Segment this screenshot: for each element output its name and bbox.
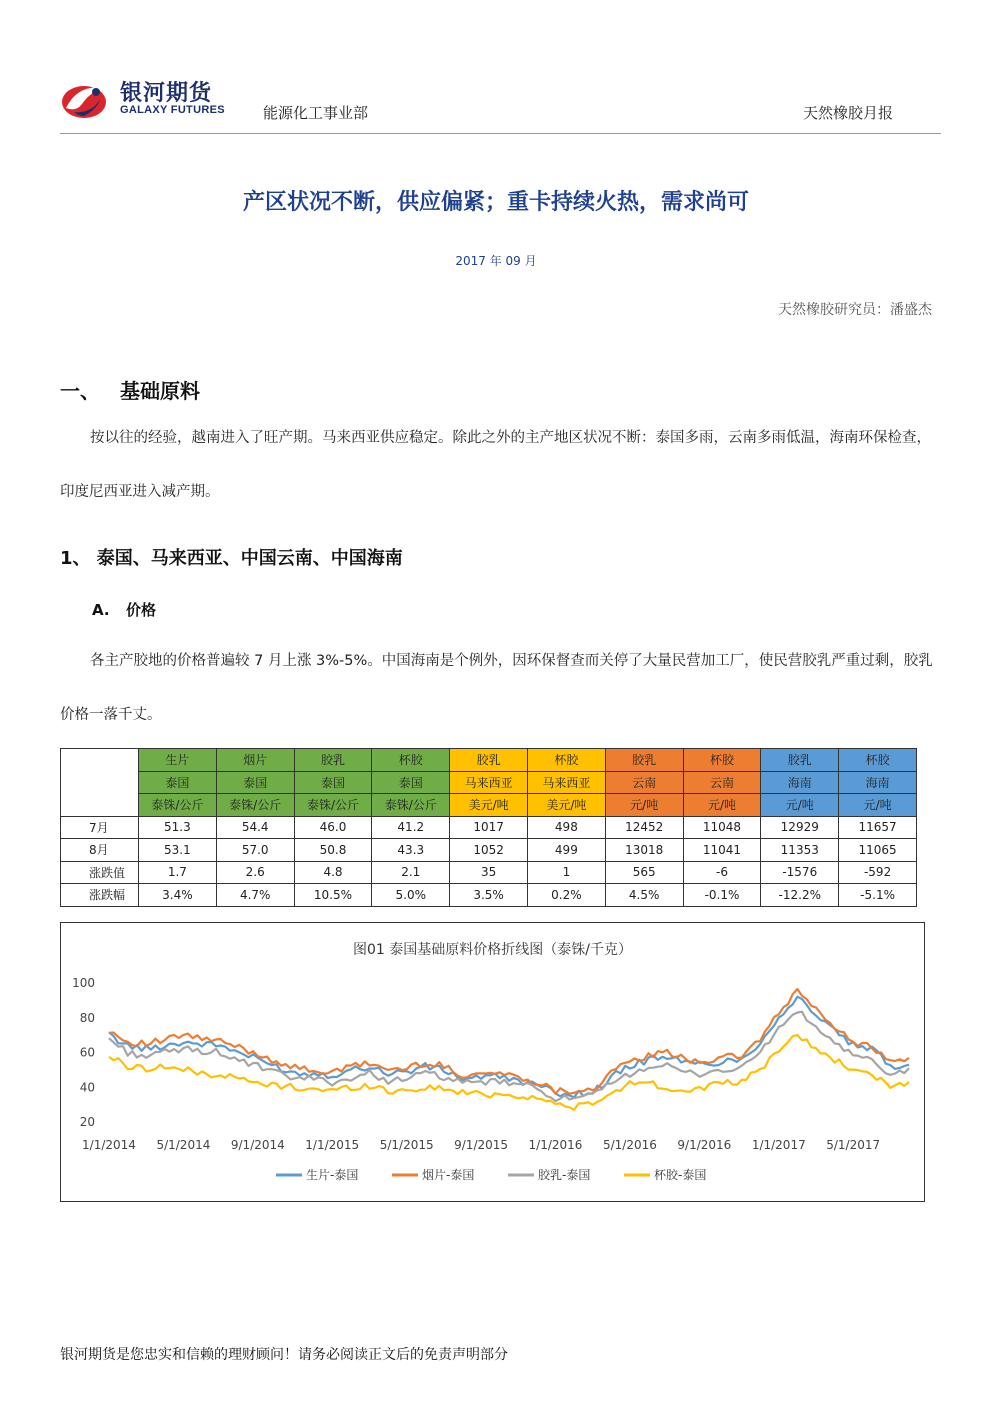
- table-header-cell: 云南: [605, 771, 683, 794]
- table-cell: 57.0: [216, 839, 294, 862]
- legend-label: 生片-泰国: [306, 1168, 359, 1182]
- table-header-cell: 杯胶: [372, 749, 450, 772]
- x-tick-label: 9/1/2016: [677, 1138, 732, 1152]
- table-header-cell: 美元/吨: [450, 794, 528, 817]
- table-cell: 499: [527, 839, 605, 862]
- table-header-cell: 泰铢/公斤: [216, 794, 294, 817]
- section-paragraph: [60, 411, 936, 519]
- table-cell: 51.3: [139, 816, 217, 839]
- x-tick-label: 5/1/2016: [602, 1138, 657, 1152]
- table-header-cell: 烟片: [216, 749, 294, 772]
- table-row-label: 涨跌幅: [61, 884, 139, 907]
- department-label: 能源化工事业部: [263, 104, 369, 122]
- table-header-cell: 马来西亚: [527, 771, 605, 794]
- logo-text-en: GALAXY FUTURES: [120, 104, 225, 116]
- table-header-cell: 胶乳: [294, 749, 372, 772]
- table-cell: 1: [527, 861, 605, 884]
- table-cell: 2.1: [372, 861, 450, 884]
- table-cell: -6: [683, 861, 761, 884]
- table-cell: 2.6: [216, 861, 294, 884]
- table-header-cell: 海南: [761, 771, 839, 794]
- table-cell: 5.0%: [372, 884, 450, 907]
- chart-svg: [61, 923, 924, 1201]
- table-header-row: [61, 749, 917, 772]
- table-cell: 3.4%: [139, 884, 217, 907]
- table-header-cell: 元/吨: [761, 794, 839, 817]
- table-cell: 35: [450, 861, 528, 884]
- table-header-row: [61, 794, 917, 817]
- table-cell: 11657: [839, 816, 917, 839]
- legend-label: 胶乳-泰国: [538, 1168, 591, 1182]
- table-cell: 12452: [605, 816, 683, 839]
- table-cell: 46.0: [294, 816, 372, 839]
- chart-title: 图01 泰国基础原料价格折线图（泰铢/千克）: [353, 942, 632, 958]
- table-cell: -1576: [761, 861, 839, 884]
- table-cell: 1052: [450, 839, 528, 862]
- x-tick-label: 1/1/2017: [751, 1138, 806, 1152]
- table-cell: 4.5%: [605, 884, 683, 907]
- x-tick-label: 5/1/2015: [379, 1138, 434, 1152]
- y-tick-label: 100: [72, 976, 95, 990]
- section-number: 一、: [60, 379, 100, 403]
- table-cell: 4.7%: [216, 884, 294, 907]
- table-header-cell: 生片: [139, 749, 217, 772]
- table-header-cell: 杯胶: [527, 749, 605, 772]
- table-cell: 11048: [683, 816, 761, 839]
- table-cell: 11353: [761, 839, 839, 862]
- table-header-cell: 马来西亚: [450, 771, 528, 794]
- subsubsection-title: 价格: [126, 601, 157, 619]
- table-cell: 1017: [450, 816, 528, 839]
- table-header-cell: 泰国: [216, 771, 294, 794]
- table-row: [61, 839, 917, 862]
- subsection-heading: 1、 泰国、马来西亚、中国云南、中国海南: [60, 548, 403, 569]
- table-cell: 11065: [839, 839, 917, 862]
- page-footer: 银河期货是您忠实和信赖的理财顾问！请务必阅读正文后的免责声明部分: [60, 1347, 508, 1363]
- y-tick-label: 40: [79, 1080, 95, 1095]
- galaxy-logo-icon: [60, 78, 112, 122]
- table-cell: 12929: [761, 816, 839, 839]
- page-header: [60, 72, 941, 134]
- report-date: 2017 年 09 月: [455, 254, 537, 268]
- table-cell: 11041: [683, 839, 761, 862]
- table-header-cell: 杯胶: [839, 749, 917, 772]
- table-cell: 4.8: [294, 861, 372, 884]
- table-header-cell: 泰铢/公斤: [139, 794, 217, 817]
- section-heading: [60, 375, 200, 404]
- y-tick-label: 20: [79, 1115, 95, 1129]
- x-tick-label: 5/1/2017: [826, 1138, 881, 1152]
- table-cell: 1.7: [139, 861, 217, 884]
- report-title: 产区状况不断，供应偏紧；重卡持续火热，需求尚可: [242, 190, 749, 215]
- x-tick-label: 9/1/2014: [230, 1138, 285, 1152]
- logo-text-cn: 银河期货: [120, 81, 213, 106]
- series-line-胶乳-泰国: [109, 1012, 909, 1101]
- x-tick-label: 9/1/2015: [454, 1138, 509, 1152]
- table-cell: 53.1: [139, 839, 217, 862]
- table-header-cell: 杯胶: [683, 749, 761, 772]
- company-logo: [60, 74, 250, 124]
- legend-label: 烟片-泰国: [422, 1168, 475, 1182]
- y-tick-label: 60: [79, 1045, 95, 1060]
- table-cell: 3.5%: [450, 884, 528, 907]
- table-header-cell: 胶乳: [605, 749, 683, 772]
- table-row: [61, 884, 917, 907]
- table-header-cell: 胶乳: [761, 749, 839, 772]
- table-header-cell: 泰国: [294, 771, 372, 794]
- table-cell: 41.2: [372, 816, 450, 839]
- price-table: [60, 748, 917, 907]
- table-header-cell: 胶乳: [450, 749, 528, 772]
- table-header-cell: 泰国: [372, 771, 450, 794]
- table-row-label: 7月: [61, 816, 139, 839]
- table-header-cell: 美元/吨: [527, 794, 605, 817]
- table-header-cell: 海南: [839, 771, 917, 794]
- table-cell: 565: [605, 861, 683, 884]
- paragraph-text: 各主产胶地的价格普遍较 7 月上涨 3%-5%。中国海南是个例外，因环保督查而关停了大量民营加工厂，使民营胶乳严重过剩，胶乳价格一落千丈。: [60, 653, 933, 723]
- subsubsection-number: A.: [92, 601, 110, 619]
- table-cell: 13018: [605, 839, 683, 862]
- table-row-label: 8月: [61, 839, 139, 862]
- x-tick-label: 1/1/2014: [82, 1138, 136, 1152]
- price-line-chart: [60, 922, 925, 1202]
- series-line-生片-泰国: [109, 997, 909, 1098]
- table-cell: -5.1%: [839, 884, 917, 907]
- table-cell: 498: [527, 816, 605, 839]
- paragraph-text: 按以往的经验，越南进入了旺产期。马来西亚供应稳定。除此之外的主产地区状况不断：泰国多雨，云南多雨低温，海南环保检查，印度尼西亚进入减产期。: [60, 430, 931, 500]
- subsubsection-heading: [92, 599, 156, 620]
- table-header-row: [61, 771, 917, 794]
- table-cell: 10.5%: [294, 884, 372, 907]
- x-tick-label: 1/1/2015: [305, 1138, 360, 1152]
- table-cell: 0.2%: [527, 884, 605, 907]
- legend-label: 杯胶-泰国: [654, 1168, 707, 1182]
- report-author: 天然橡胶研究员：潘盛杰: [778, 302, 932, 318]
- price-paragraph: [60, 634, 936, 742]
- table-cell: -12.2%: [761, 884, 839, 907]
- y-tick-label: 80: [79, 1010, 95, 1025]
- table-header-cell: 泰铢/公斤: [372, 794, 450, 817]
- section-title: 基础原料: [120, 379, 200, 403]
- table-cell: 50.8: [294, 839, 372, 862]
- report-type-label: 天然橡胶月报: [802, 104, 893, 122]
- table-header-cell: 元/吨: [839, 794, 917, 817]
- table-header-cell: 元/吨: [683, 794, 761, 817]
- x-tick-label: 5/1/2014: [156, 1138, 211, 1152]
- table-corner-cell: [61, 749, 139, 817]
- table-header-cell: 泰铢/公斤: [294, 794, 372, 817]
- table-cell: -592: [839, 861, 917, 884]
- table-cell: -0.1%: [683, 884, 761, 907]
- table-header-cell: 泰国: [139, 771, 217, 794]
- table-cell: 54.4: [216, 816, 294, 839]
- x-tick-label: 1/1/2016: [528, 1138, 583, 1152]
- table-cell: 43.3: [372, 839, 450, 862]
- table-header-cell: 云南: [683, 771, 761, 794]
- table-row: [61, 816, 917, 839]
- table-header-cell: 元/吨: [605, 794, 683, 817]
- table-row: [61, 861, 917, 884]
- table-row-label: 涨跌值: [61, 861, 139, 884]
